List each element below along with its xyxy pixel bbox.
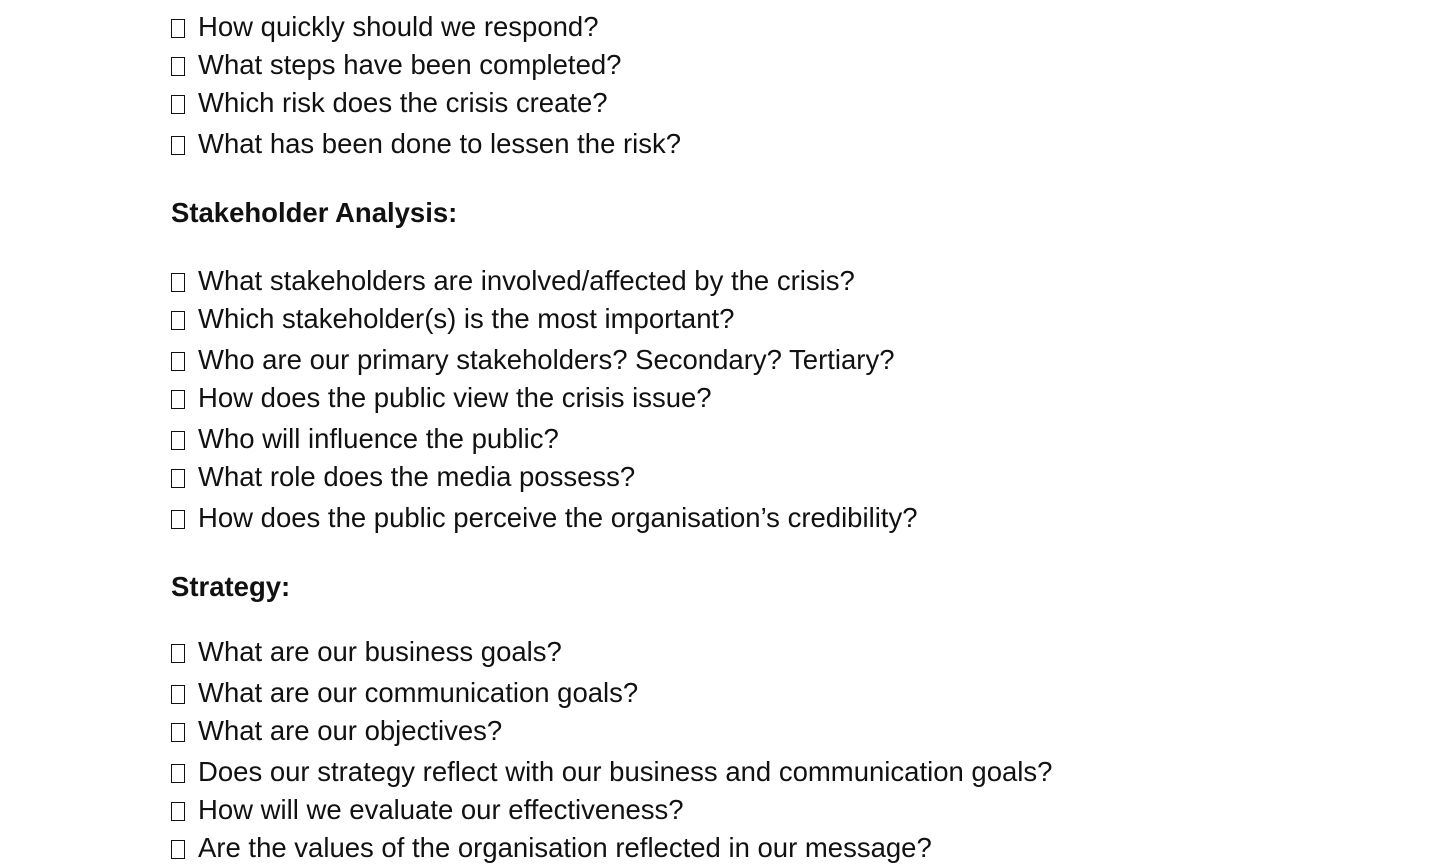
checklist-item-text: Are the values of the organisation reflected in our message? — [198, 832, 932, 863]
checklist-item-text: Does our strategy reflect with our business and communication goals? — [198, 756, 1053, 787]
checklist-item — [171, 86, 608, 120]
checklist-item — [171, 10, 599, 44]
checklist-item — [171, 714, 502, 748]
checklist-item — [171, 302, 734, 336]
checklist-item-text: How does the public perceive the organisation’s credibility? — [198, 502, 918, 533]
checklist-item — [171, 676, 638, 710]
checklist-item-text: What are our business goals? — [198, 636, 562, 667]
checklist-item-text: What role does the media possess? — [198, 461, 636, 492]
checklist-item — [171, 343, 894, 377]
checkbox-icon — [171, 431, 185, 450]
checklist-item — [171, 755, 1052, 789]
checklist-item-text: Who are our primary stakeholders? Secondary? Tertiary? — [198, 344, 895, 375]
checklist-item-text: What are our communication goals? — [198, 677, 639, 708]
checkbox-icon — [171, 273, 185, 292]
checkbox-icon — [171, 510, 185, 529]
checkbox-icon — [171, 390, 185, 409]
checklist-item-text: How does the public view the crisis issue? — [198, 382, 712, 413]
checkbox-icon — [171, 311, 185, 330]
checklist-item — [171, 264, 855, 298]
checkbox-icon — [171, 352, 185, 371]
checkbox-icon — [171, 840, 185, 859]
checklist-item — [171, 793, 684, 827]
checklist-item — [171, 501, 918, 535]
section-heading: Strategy: — [171, 571, 291, 602]
checklist-item — [171, 635, 562, 669]
checklist-item-text: How will we evaluate our effectiveness? — [198, 794, 684, 825]
checkbox-icon — [171, 469, 185, 488]
checklist-item-text: What steps have been completed? — [198, 49, 622, 80]
checklist-item-text: Which stakeholder(s) is the most important? — [198, 303, 735, 334]
checklist-item — [171, 48, 621, 82]
checkbox-icon — [171, 685, 185, 704]
checklist-item-text: What stakeholders are involved/affected by the crisis? — [198, 265, 855, 296]
checklist-item — [171, 831, 932, 865]
checkbox-icon — [171, 723, 185, 742]
section-heading: Stakeholder Analysis: — [171, 197, 458, 228]
checklist-item-text: What are our objectives? — [198, 715, 503, 746]
checklist-item — [171, 422, 559, 456]
checklist-item-text: Who will influence the public? — [198, 423, 559, 454]
checkbox-icon — [171, 136, 185, 155]
checkbox-icon — [171, 57, 185, 76]
checkbox-icon — [171, 802, 185, 821]
checklist-item — [171, 460, 635, 494]
checklist-item — [171, 127, 681, 161]
checkbox-icon — [171, 764, 185, 783]
checklist-item-text: What has been done to lessen the risk? — [198, 128, 682, 159]
checklist-item-text: How quickly should we respond? — [198, 11, 599, 42]
checkbox-icon — [171, 644, 185, 663]
checkbox-icon — [171, 19, 185, 38]
checklist-item — [171, 381, 712, 415]
checkbox-icon — [171, 95, 185, 114]
checklist-item-text: Which risk does the crisis create? — [198, 87, 608, 118]
